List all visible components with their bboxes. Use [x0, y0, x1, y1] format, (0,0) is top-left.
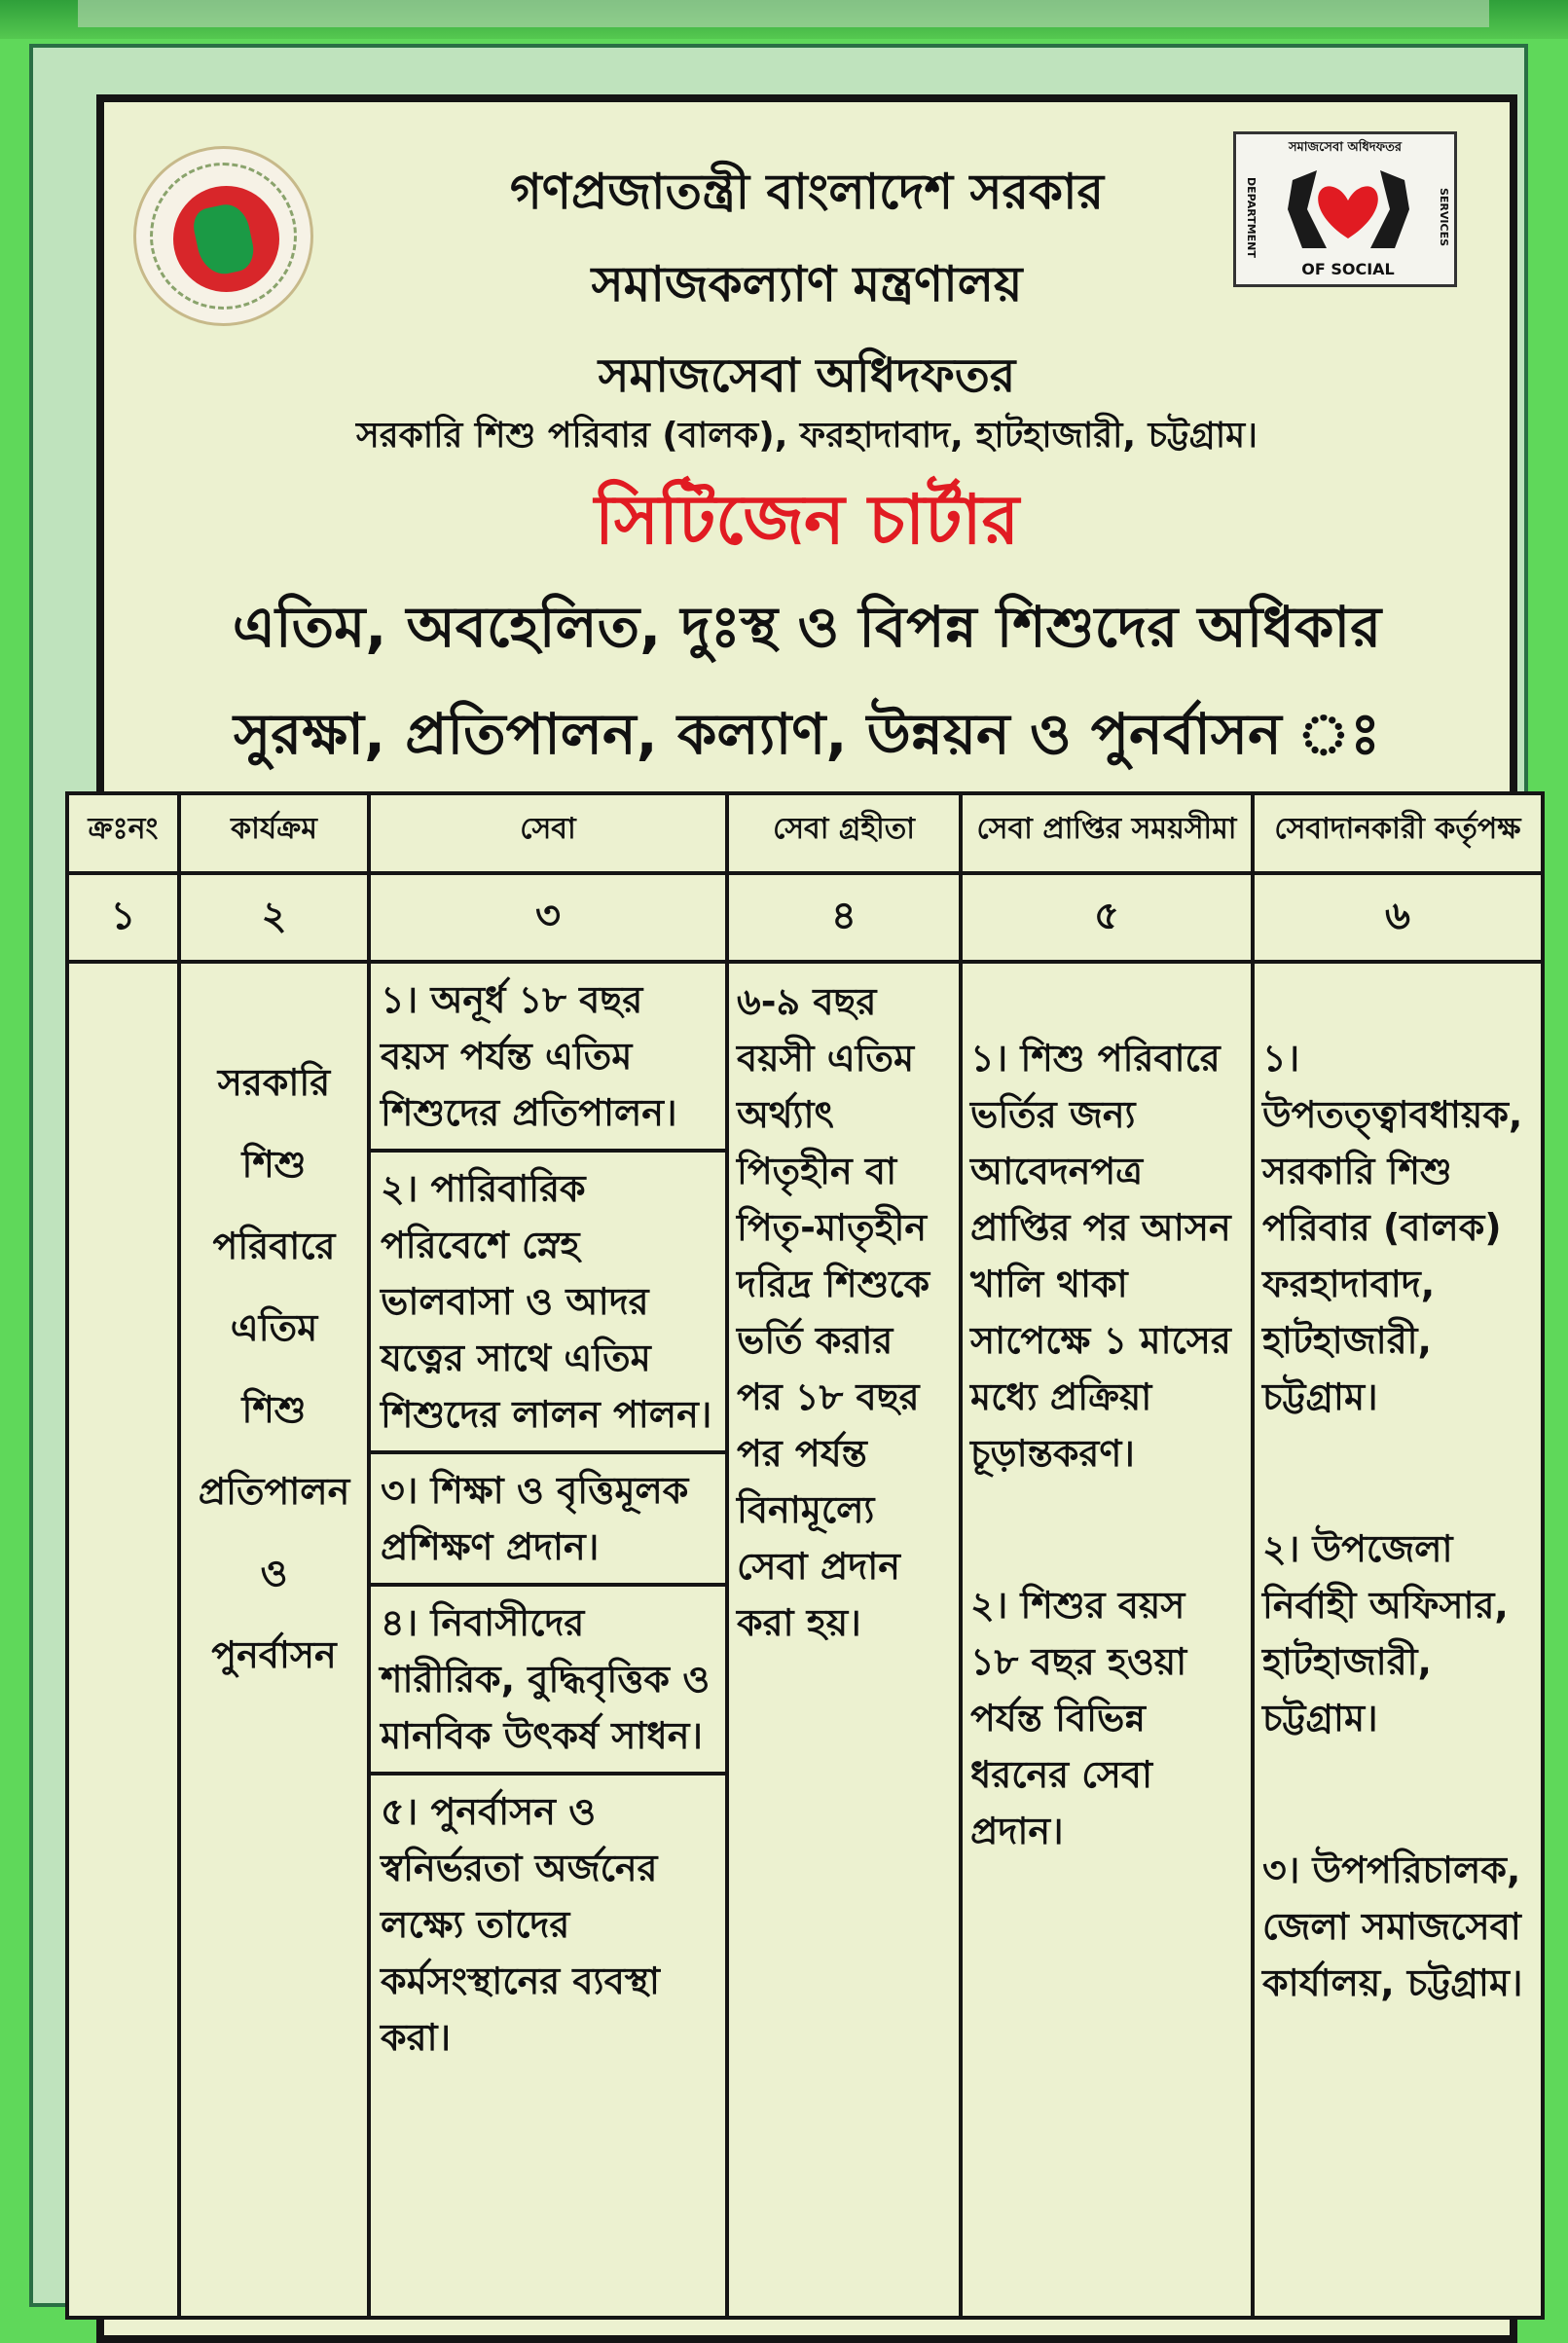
service-cell	[369, 962, 727, 2318]
logo-top-text: সমাজসেবা অধিদফতর	[1288, 140, 1403, 155]
column-number: ৬	[1253, 873, 1543, 962]
column-number: ৫	[961, 873, 1253, 962]
authority-item: ২। উপজেলা নির্বাহী অফিসার, হাটহাজারী, চট্টগ্রাম।	[1262, 1527, 1509, 1739]
logo-bottom-text: OF SOCIAL	[1301, 260, 1395, 278]
service-item: ৫। পুনর্বাসন ও স্বনির্ভরতা অর্জনের লক্ষ্যে তাদের কর্মসংস্থানের ব্যবস্থা করা।	[381, 1790, 660, 2059]
authority-cell	[1253, 962, 1543, 2318]
page-title: সিটিজেন চার্টার	[594, 480, 1020, 560]
authority-item: ১। উপতত্ত্বাবধায়ক, সরকারি শিশু পরিবার (বালক) ফরহাদাবাদ, হাটহাজারী, চট্টগ্রাম।	[1262, 1037, 1523, 1418]
service-item: ২। পারিবারিক পরিবেশে স্নেহ ভালবাসা ও আদর যত্নের সাথে এতিম শিশুদের লালন পালন।	[371, 1153, 725, 1454]
notice-board	[29, 44, 1528, 2307]
logo-right-text: SERVICES	[1438, 187, 1450, 247]
recipient-cell: ৬-৯ বছর বয়সী এতিম অর্থ্যাৎ পিতৃহীন বা পিতৃ-মাতৃহীন দরিদ্র শিশুকে ভর্তি করার পর ১৮ বছর পর পর্যন্ত বিনামূল্যে সেবা প্রদান করা হয়।	[727, 962, 961, 2318]
table-number-row	[67, 873, 1543, 962]
column-number: ৩	[369, 873, 727, 962]
citizen-charter-panel	[88, 94, 1523, 2343]
table-header-row	[67, 793, 1543, 873]
table-row	[67, 962, 1543, 2318]
govt-name: গণপ্রজাতন্ত্রী বাংলাদেশ সরকার	[510, 164, 1104, 220]
citizen-charter-table	[65, 791, 1545, 2320]
service-item: ১। অনূর্ধ ১৮ বছর বয়স পর্যন্ত এতিম শিশুদের প্রতিপালন।	[371, 964, 725, 1153]
timeframe-item: ১। শিশু পরিবারে ভর্তির জন্য আবেদনপত্র প্রাপ্তির পর আসন খালি থাকা সাপেক্ষে ১ মাসের মধ্যে প্রক্রিয়া চূড়ান্তকরণ।	[970, 1037, 1231, 1475]
frame-strip	[78, 0, 1489, 27]
logo-left-text: DEPARTMENT	[1245, 176, 1258, 258]
header-timeframe: সেবা প্রাপ্তির সময়সীমা	[961, 793, 1253, 873]
column-number: ৪	[727, 873, 961, 962]
institution-address: সরকারি শিশু পরিবার (বালক), ফরহাদাবাদ, হাটহাজারী, চট্টগ্রাম।	[355, 416, 1258, 456]
serial-cell	[67, 962, 179, 2318]
header-service: সেবা	[369, 793, 727, 873]
header-activity: কার্যক্রম	[179, 793, 369, 873]
activity-cell: সরকারি শিশু পরিবারে এতিম শিশু প্রতিপালন ও পুনর্বাসন	[179, 962, 369, 2318]
authority-item: ৩। উপপরিচালক, জেলা সমাজসেবা কার্যালয়, চট্টগ্রাম।	[1262, 1849, 1523, 2004]
department-name: সমাজসেবা অধিদফতর	[598, 348, 1016, 403]
subtitle-line-1: এতিম, অবহেলিত, দুঃস্থ ও বিপন্ন শিশুদের অধিকার	[232, 594, 1382, 660]
wall-top	[0, 0, 1568, 39]
service-item: ৩। শিক্ষা ও বৃত্তিমূলক প্রশিক্ষণ প্রদান।	[371, 1454, 725, 1587]
column-number: ১	[67, 873, 179, 962]
header-recipient: সেবা গ্রহীতা	[727, 793, 961, 873]
ministry-name: সমাজকল্যাণ মন্ত্রণালয়	[591, 256, 1023, 312]
subtitle-line-2: সুরক্ষা, প্রতিপালন, কল্যাণ, উন্নয়ন ও পুনর্বাসন ঃ	[233, 701, 1381, 767]
timeframe-cell	[961, 962, 1253, 2318]
timeframe-item: ২। শিশুর বয়স ১৮ বছর হওয়া পর্যন্ত বিভিন্ন ধরনের সেবা প্রদান।	[970, 1584, 1187, 1852]
service-item: ৪। নিবাসীদের শারীরিক, বুদ্ধিবৃত্তিক ও মানবিক উৎকর্ষ সাধন।	[371, 1587, 725, 1776]
charter-header	[104, 102, 1510, 784]
header-serial: ক্রঃনং	[67, 793, 179, 873]
header-authority: সেবাদানকারী কর্তৃপক্ষ	[1253, 793, 1543, 873]
column-number: ২	[179, 873, 369, 962]
